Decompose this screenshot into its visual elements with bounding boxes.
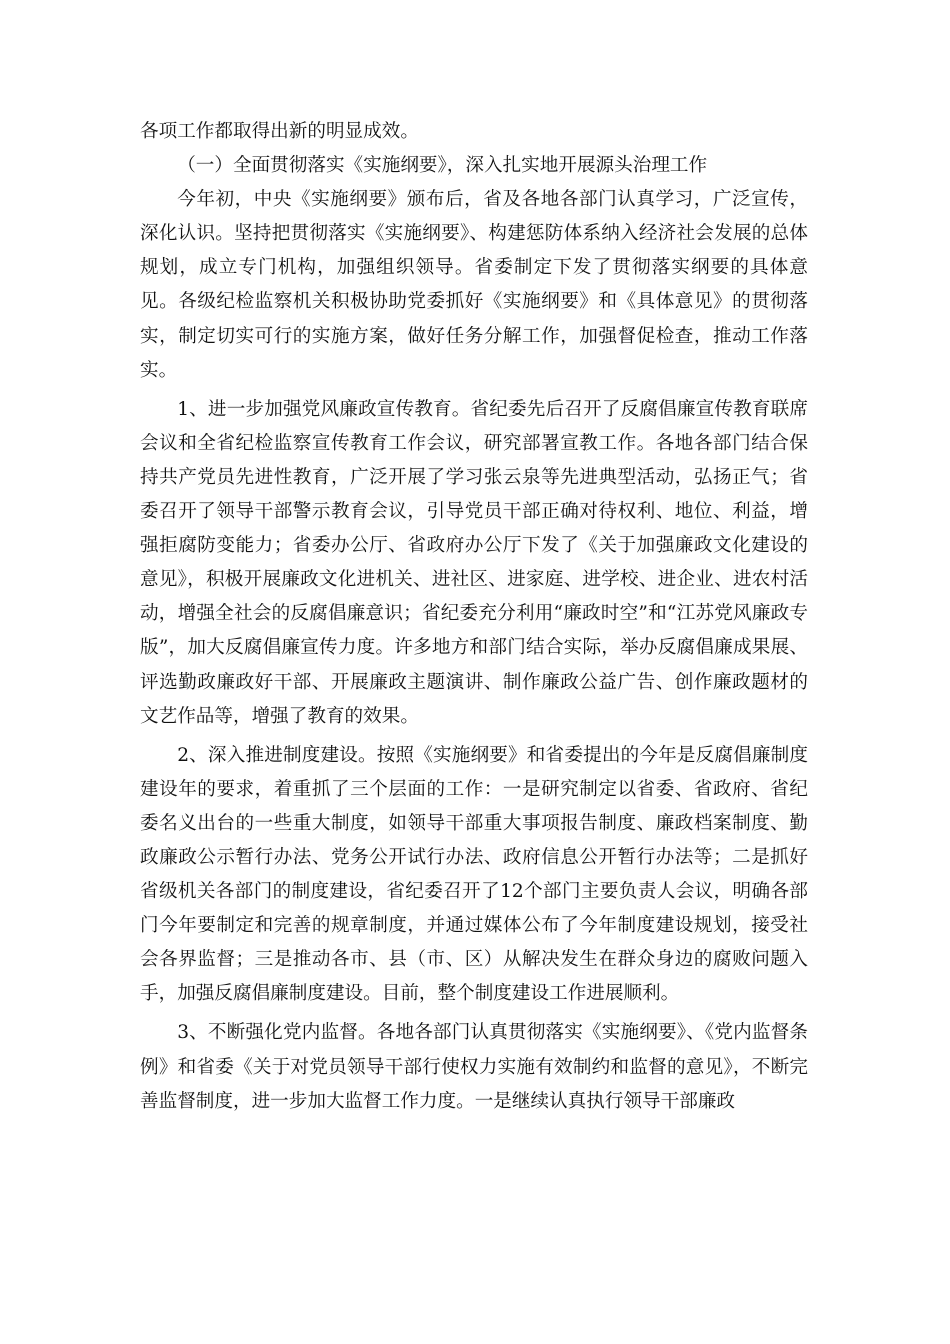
- paragraph-item-3: 3、不断强化党内监督。各地各部门认真贯彻落实《实施纲要》、《党内监督条例》和省委《关于对党员领导干部行使权力实施有效制约和监督的意见》，不断完善监督制度，进一步加大监督工作力度。一是继续认真执行领导干部廉政: [140, 1022, 808, 1112]
- paragraph-item-2: 2、深入推进制度建设。按照《实施纲要》和省委提出的今年是反腐倡廉制度建设年的要求，着重抓了三个层面的工作：一是研究制定以省委、省政府、省纪委名义出台的一些重大制度，如领导干部重大事项报告制度、廉政档案制度、勤政廉政公示暂行办法、党务公开试行办法、政府信息公开暂行办法等；二是抓好省级机关各部门的制度建设，省纪委召开了12个部门主要负责人会议，明确各部门今年要制定和完善的规章制度，并通过媒体公布了今年制度建设规划，接受社会各界监督；三是推动各市、县（市、区）从解决发生在群众身边的腐败问题入手，加强反腐倡廉制度建设。目前，整个制度建设工作进展顺利。: [140, 744, 808, 1005]
- section-heading: （一）全面贯彻落实《实施纲要》，深入扎实地开展源头治理工作: [177, 155, 708, 177]
- document-body: [140, 115, 808, 1119]
- paragraph-item-1: 1、进一步加强党风廉政宣传教育。省纪委先后召开了反腐倡廉宣传教育联席会议和全省纪检监察宣传教育工作会议，研究部署宣教工作。各地各部门结合保持共产党员先进性教育，广泛开展了学习张云泉等先进典型活动，弘扬正气；省委召开了领导干部警示教育会议，引导党员干部正确对待权利、地位、利益，增强拒腐防变能力；省委办公厅、省政府办公厅下发了《关于加强廉政文化建设的意见》，积极开展廉政文化进机关、进社区、进家庭、进学校、进企业、进农村活动，增强全社会的反腐倡廉意识；省纪委充分利用“廉政时空”和“江苏党风廉政专版”，加大反腐倡廉宣传力度。许多地方和部门结合实际，举办反腐倡廉成果展、评选勤政廉政好干部、开展廉政主题演讲、制作廉政公益广告、创作廉政题材的文艺作品等，增强了教育的效果。: [140, 398, 808, 727]
- paragraph-intro: 今年初，中央《实施纲要》颁布后，省及各地各部门认真学习，广泛宣传，深化认识。坚持把贯彻落实《实施纲要》、构建惩防体系纳入经济社会发展的总体规划，成立专门机构，加强组织领导。省委制定下发了贯彻落实纲要的具体意见。各级纪检监察机关积极协助党委抓好《实施纲要》和《具体意见》的贯彻落实，制定切实可行的实施方案，做好任务分解工作，加强督促检查，推动工作落实。: [140, 189, 808, 381]
- paragraph-continuation: 各项工作都取得出新的明显成效。: [140, 121, 419, 142]
